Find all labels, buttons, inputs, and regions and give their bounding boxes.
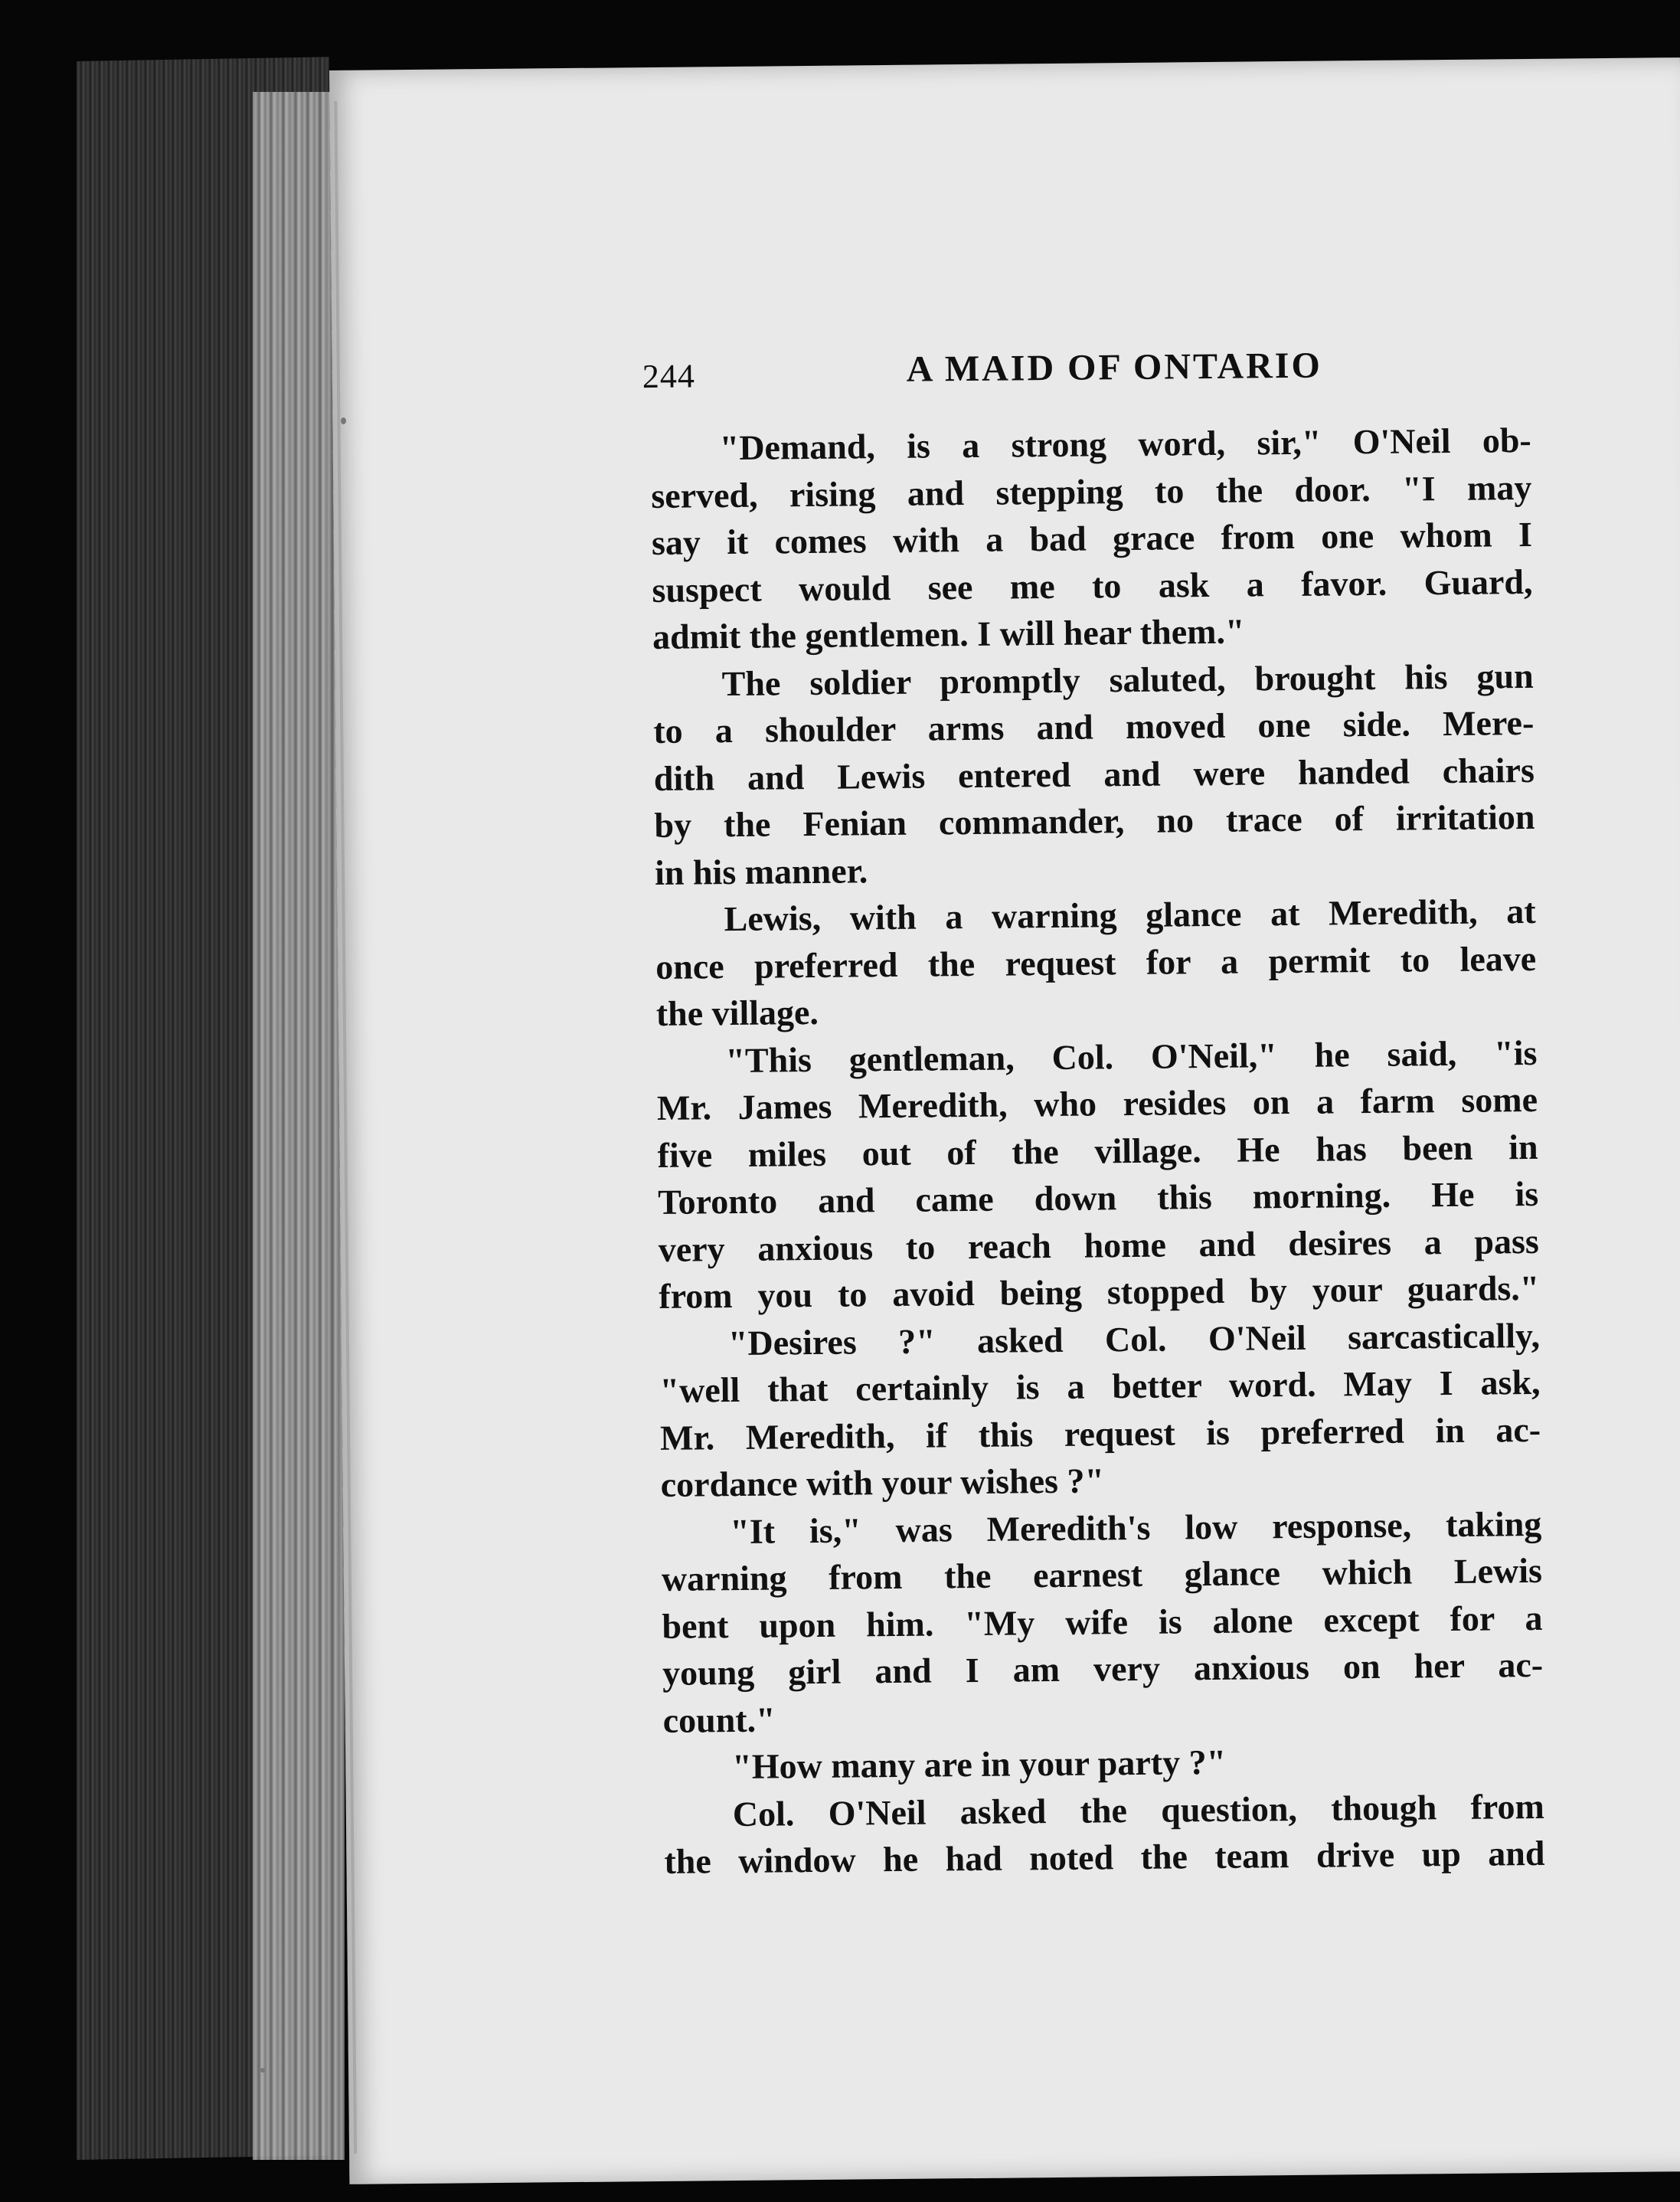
text-line: warning from the earnest glance which Lewis bbox=[661, 1550, 1543, 1598]
body-text bbox=[650, 417, 1544, 1885]
text-line: "This gentleman, Col. O'Neil," he said, "is bbox=[725, 1032, 1538, 1080]
text-line: Lewis, with a warning glance at Meredith, at bbox=[724, 891, 1536, 939]
text-line: to a shoulder arms and moved one side. Mere- bbox=[653, 702, 1535, 751]
text-line: the window he had noted the team drive up and bbox=[664, 1833, 1545, 1881]
text-line: dith and Lewis entered and were handed chairs bbox=[653, 750, 1535, 798]
text-line: very anxious to reach home and desires a pass bbox=[658, 1221, 1539, 1269]
page-number: 244 bbox=[642, 357, 696, 396]
text-line: say it comes with a bad grace from one whom I bbox=[651, 514, 1533, 562]
running-title: A MAID OF ONTARIO bbox=[906, 345, 1323, 390]
text-line: Mr. Meredith, if this request is preferred in ac- bbox=[659, 1409, 1541, 1458]
text-line: "How many are in your party ?" bbox=[732, 1742, 1227, 1787]
scan-speck bbox=[341, 417, 346, 424]
text-line: Toronto and came down this morning. He is bbox=[657, 1173, 1539, 1222]
text-line: from you to avoid being stopped by your guards." bbox=[659, 1268, 1540, 1316]
scan-speck bbox=[260, 2068, 265, 2073]
running-head bbox=[642, 345, 1493, 418]
text-line: count." bbox=[662, 1700, 776, 1740]
book-page-edges-light bbox=[253, 92, 345, 2160]
text-line: once preferred the request for a permit to leave bbox=[655, 938, 1537, 986]
text-line: Mr. James Meredith, who resides on a farm some bbox=[656, 1079, 1538, 1127]
text-line: served, rising and stepping to the door. "I may bbox=[651, 467, 1532, 515]
text-line: by the Fenian commander, no trace of irritation bbox=[654, 797, 1535, 845]
text-line: "Desires ?" asked Col. O'Neil sarcastically, bbox=[727, 1315, 1541, 1363]
text-line: suspect would see me to ask a favor. Guard, bbox=[652, 561, 1533, 610]
text-line: Col. O'Neil asked the question, though from bbox=[732, 1786, 1545, 1834]
text-line: cordance with your wishes ?" bbox=[660, 1461, 1105, 1504]
text-line: "It is," was Meredith's low response, taking bbox=[730, 1503, 1542, 1551]
text-line: bent upon him. "My wife is alone except for a bbox=[662, 1598, 1543, 1646]
text-line: "well that certainly is a better word. May I ask, bbox=[659, 1362, 1541, 1410]
book-page bbox=[329, 57, 1680, 2184]
text-line: admit the gentlemen. I will hear them." bbox=[652, 611, 1245, 656]
text-line: five miles out of the village. He has been in bbox=[657, 1127, 1538, 1175]
text-line: "Demand, is a strong word, sir," O'Neil ob- bbox=[719, 420, 1531, 468]
text-line: The soldier promptly saluted, brought his gun bbox=[721, 656, 1534, 703]
text-line: in his manner. bbox=[654, 850, 868, 892]
text-line: the village. bbox=[655, 992, 819, 1033]
text-line: young girl and I am very anxious on her ac- bbox=[662, 1644, 1544, 1693]
